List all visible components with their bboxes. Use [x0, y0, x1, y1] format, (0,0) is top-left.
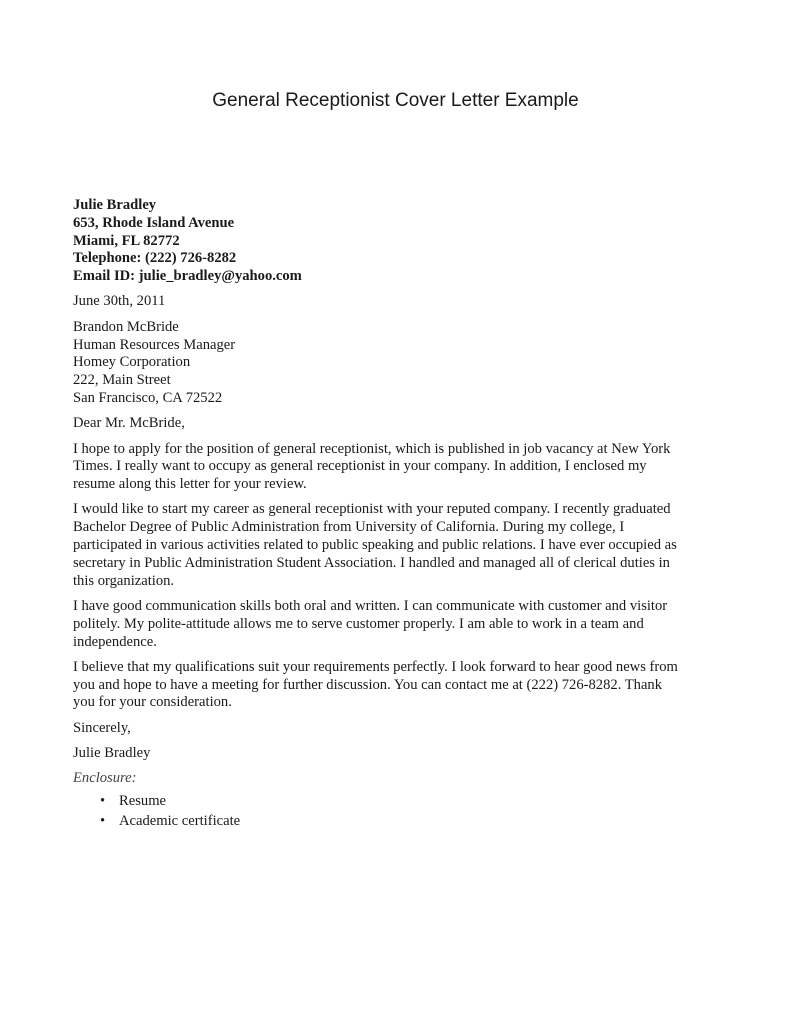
paragraph-line: this organization.: [73, 572, 175, 589]
paragraph-3: [73, 598, 723, 651]
letter-body: [73, 197, 723, 838]
sender-address-line1: 653, Rhode Island Avenue: [73, 214, 235, 231]
paragraph-1: [73, 441, 723, 494]
paragraph-2: [73, 501, 723, 590]
closing-block: [73, 720, 723, 738]
enclosure-block: [73, 770, 723, 830]
paragraph-line: I believe that my qualifications suit your requirements perfectly. I look forward to hear good news from: [73, 658, 678, 675]
bullet-icon: •: [100, 793, 106, 810]
enclosure-item: [100, 793, 723, 811]
paragraph-line: Times. I really want to occupy as general receptionist in your company. In addition, I enclosed my: [73, 458, 647, 475]
enclosure-item: [100, 813, 723, 831]
paragraph-line: I have good communication skills both oral and written. I can communicate with customer and visitor: [73, 597, 668, 614]
paragraph-line: politely. My polite-attitude allows me to serve customer properly. I am able to work in a team and: [73, 615, 644, 632]
paragraph-line: secretary in Public Administration Student Association. I handled and managed all of clerical duties in: [73, 554, 670, 571]
paragraph-line: I would like to start my career as general receptionist with your reputed company. I recently graduated: [73, 501, 671, 518]
enclosure-list: [73, 793, 723, 830]
recipient-block: [73, 319, 723, 408]
paragraph-line: you and hope to have a meeting for further discussion. You can contact me at (222) 726-8282. Thank: [73, 676, 663, 693]
paragraph-line: independence.: [73, 633, 157, 650]
paragraph-4: [73, 659, 723, 712]
paragraph-line: you for your consideration.: [73, 694, 232, 711]
recipient-street: 222, Main Street: [73, 372, 171, 389]
enclosure-item-text: Academic certificate: [119, 812, 241, 829]
bullet-icon: •: [100, 812, 106, 829]
letter-date-block: [73, 293, 723, 311]
document-title: General Receptionist Cover Letter Example: [212, 90, 579, 111]
paragraph-line: participated in various activities related to public speaking and public relations. I have ever occupied as: [73, 537, 677, 554]
recipient-company: Homey Corporation: [73, 354, 191, 371]
recipient-name: Brandon McBride: [73, 318, 179, 335]
signature-block: [73, 745, 723, 763]
paragraph-line: resume along this letter for your review.: [73, 476, 307, 493]
enclosure-label: Enclosure:: [73, 770, 137, 787]
paragraph-line: I hope to apply for the position of general receptionist, which is published in job vacancy at New York: [73, 440, 671, 457]
recipient-city: San Francisco, CA 72522: [73, 389, 223, 406]
paragraph-line: Bachelor Degree of Public Administration from University of California. During my college, I: [73, 519, 625, 536]
sender-email: Email ID: julie_bradley@yahoo.com: [73, 268, 302, 285]
salutation: Dear Mr. McBride,: [73, 415, 185, 432]
sender-telephone: Telephone: (222) 726-8282: [73, 250, 237, 267]
sender-name: Julie Bradley: [73, 197, 157, 213]
signature-name: Julie Bradley: [73, 745, 151, 762]
letter-date: June 30th, 2011: [73, 293, 166, 310]
sender-block: [73, 197, 723, 286]
salutation-block: [73, 415, 723, 433]
enclosure-item-text: Resume: [119, 793, 167, 810]
closing: Sincerely,: [73, 719, 131, 736]
recipient-position: Human Resources Manager: [73, 336, 236, 353]
sender-address-line2: Miami, FL 82772: [73, 232, 180, 249]
